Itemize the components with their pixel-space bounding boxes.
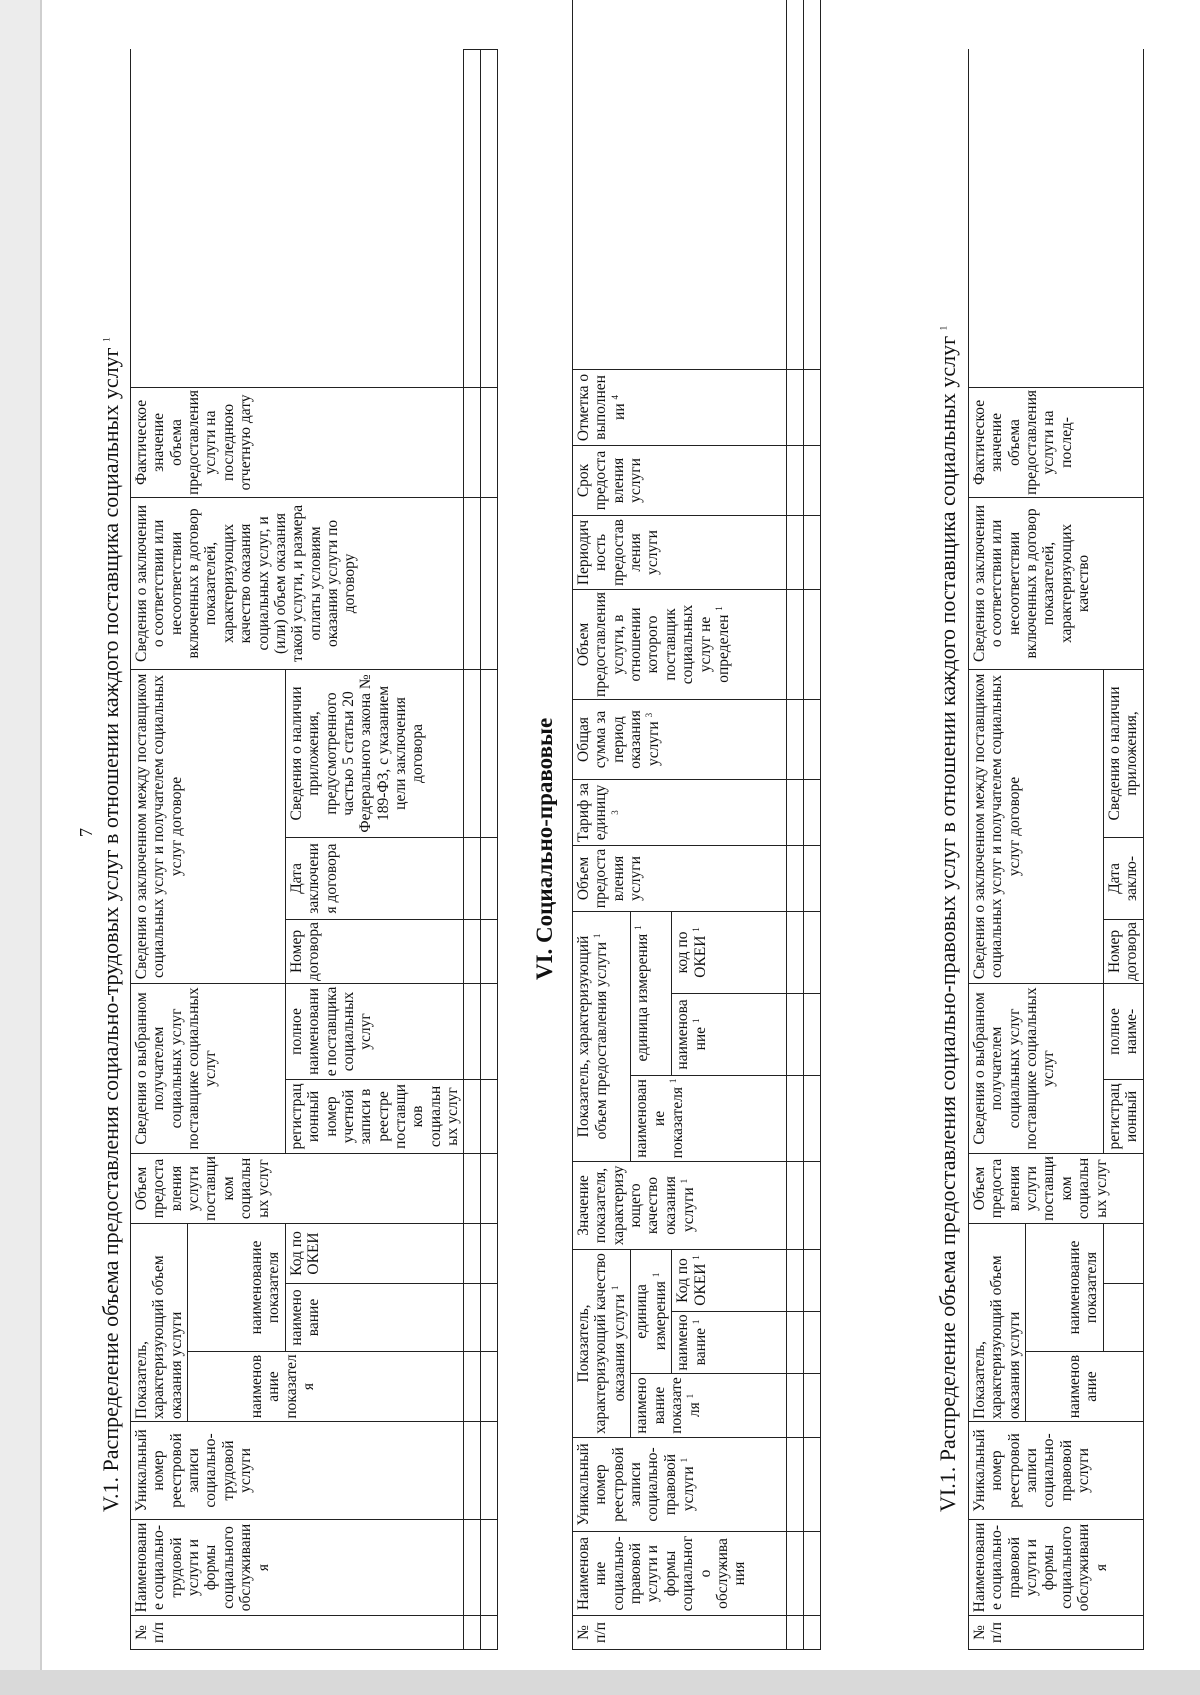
v1-header-chosen: Сведения о выбранном получателем социальных услуг поставщике социальных услуг	[131, 983, 286, 1153]
vi1-header-annex: Сведения о наличии приложения,	[1103, 669, 1143, 837]
page-number: 7	[76, 828, 96, 837]
vi1-header-name: Наименование социально-правовой услуги и формы социального обслуживания	[969, 1520, 1144, 1616]
vi1-header-ind-name: наименование	[1026, 1352, 1143, 1422]
vi-header-q-value: Значение показателя, характеризующего качество оказания услуги $^1$	[573, 1161, 787, 1249]
v1-header-num: № п/п	[131, 1616, 464, 1650]
v1-header-name: Наименование социально-трудовой услуги и формы социального обслуживания	[131, 1520, 464, 1616]
table-vi	[572, 0, 821, 1650]
vi1-header-blank	[969, 49, 1144, 387]
vi-header-volume-ind: Показатель, характеризующий объем предоставления услуги $^1$	[573, 911, 631, 1161]
vi1-header-num: № п/п	[969, 1616, 1144, 1650]
vi-header-blank	[573, 0, 787, 369]
vi1-header-conformity: Сведения о заключении о соответствии или несоответствии включенных в договор показателей, характеризующих качество	[969, 497, 1144, 669]
vi-header-volume: Объем предоставления услуги	[573, 845, 787, 911]
rotated-page-content	[90, 30, 1150, 1680]
vi-header-name: Наименование социально-правовой услуги и формы социального обслуживания	[573, 1532, 787, 1616]
v1-blank-row	[481, 49, 498, 1649]
vi-header-v-unit-name: наименование $^1$	[672, 993, 787, 1075]
vi-header-v-okei: код по ОКЕИ $^1$	[672, 911, 787, 993]
vi-header-registry: Уникальный номер реестровой записи социально-правовой услуги $^1$	[573, 1438, 787, 1532]
vi-header-quality: Показатель, характеризующий качество оказания услуги $^1$	[573, 1249, 631, 1437]
v1-header-full-name: полное наименование поставщика социальных услуг	[285, 983, 464, 1079]
vi-header-v-unit: единица измерения $^1$	[631, 911, 672, 1075]
vi-header-q-name: наименование показателя $^1$	[631, 1374, 787, 1438]
vi-header-volume-undef: Объем предоставления услуги, в отношении которого поставщик социальных услуг не определен $^1$	[573, 589, 787, 699]
v1-header-ind-name: наименование показателя	[188, 1352, 464, 1422]
v1-header-conformity: Сведения о заключении о соответствии или несоответствии включенных в договор показателей, характеризующих качество оказания социальных услуг, и (или) объем оказания такой услуги, и размера оплаты условиям оказания услуги по договору	[131, 497, 464, 669]
v1-header-annex: Сведения о наличии приложения, предусмотренного частью 5 статьи 20 Федерального закона № 189-ФЗ, с указанием цели заключения договора	[285, 669, 464, 837]
table-v1	[130, 49, 498, 1650]
v1-blank-row	[464, 49, 481, 1649]
vi-header-term: Срок предоставления услуги	[573, 445, 787, 515]
vi-header-q-unit-name: наименование $^1$	[672, 1312, 787, 1374]
vi1-header-volume: Объем предоставления услуги поставщиком социальных услуг	[969, 1153, 1144, 1223]
vi-header-total: Общая сумма за период оказания услуги $^3$	[573, 699, 787, 779]
page-edge-line	[40, 0, 42, 1695]
page-edge	[0, 0, 40, 1695]
vi1-header-indicator: Показатель, характеризующий объем оказания услуги	[969, 1223, 1026, 1421]
vi-header-q-okei: Код по ОКЕИ $^1$	[672, 1249, 787, 1311]
v1-header-indicator: Показатель, характеризующий объем оказания услуги	[131, 1223, 188, 1421]
v1-header-contract-num: Номер договора	[285, 919, 464, 983]
section-v1-title: V.1. Распределение объема предоставления социально-трудовых услуг в отношении каждого поставщика социальных услуг $^1$	[98, 337, 123, 1512]
v1-header-reg-num: регистрационный номер учетной записи в реестре поставщиков социальных услуг	[285, 1079, 464, 1153]
vi1-header-full-name: полное наиме-	[1103, 983, 1143, 1079]
vi-header-num: № п/п	[573, 1616, 787, 1650]
vi-blank-row	[787, 0, 804, 1650]
vi1-header-reg-num: регистрационный	[1103, 1079, 1143, 1153]
v1-header-registry: Уникальный номер реестровой записи социально-трудовой услуги	[131, 1422, 464, 1520]
vi1-header-actual: Фактическое значение объема предоставления услуги на послед-	[969, 387, 1144, 497]
v1-header-actual: Фактическое значение объема предоставления услуги на последнюю отчетную дату	[131, 387, 464, 497]
vi1-header-contract-date: Дата заклю-	[1103, 837, 1143, 919]
section-vi-heading: VI. Социально-правовые	[532, 717, 557, 980]
v1-header-blank	[131, 49, 464, 387]
vi-header-q-unit: единица измерения $^1$	[631, 1249, 672, 1373]
v1-header-contract-date: Дата заключения договора	[285, 837, 464, 919]
vi1-header-spacer	[1103, 1223, 1143, 1283]
section-vi1-title: VI.1. Распределение объема предоставления социально-правовых услуг в отношении каждого поставщика социальных услуг $^1$	[935, 325, 960, 1512]
v1-header-contract: Сведения о заключенном между поставщиком социальных услуг и получателем социальных услуг договоре	[131, 669, 286, 983]
vi1-header-registry: Уникальный номер реестровой записи социально-правовой услуги	[969, 1422, 1144, 1520]
v1-header-measure-name2: наименование	[285, 1284, 464, 1352]
vi1-header-contract-num: Номер договора	[1103, 919, 1143, 983]
vi-header-periodicity: Периодичность предоставления услуги	[573, 515, 787, 589]
v1-header-measure-name: наименование показателя	[188, 1223, 286, 1351]
vi-blank-row	[804, 0, 821, 1650]
vi-header-mark: Отметка о выполнении $^4$	[573, 369, 787, 445]
vi-header-v-name: наименование показателя $^1$	[631, 1075, 787, 1161]
vi1-header-contract: Сведения о заключенном между поставщиком социальных услуг и получателем социальных услуг договоре	[969, 669, 1104, 983]
vi-header-tariff: Тариф за единицу $^3$	[573, 779, 787, 845]
v1-header-volume: Объем предоставления услуги поставщиком социальных услуг	[131, 1153, 464, 1223]
v1-header-okei: Код по ОКЕИ	[285, 1223, 464, 1283]
vi1-header-spacer	[1103, 1284, 1143, 1352]
table-vi1	[968, 49, 1144, 1650]
vi1-header-chosen: Сведения о выбранном получателем социальных услуг поставщике социальных услуг	[969, 983, 1104, 1153]
vi1-header-measure-name: наименование показателя	[1026, 1223, 1104, 1351]
